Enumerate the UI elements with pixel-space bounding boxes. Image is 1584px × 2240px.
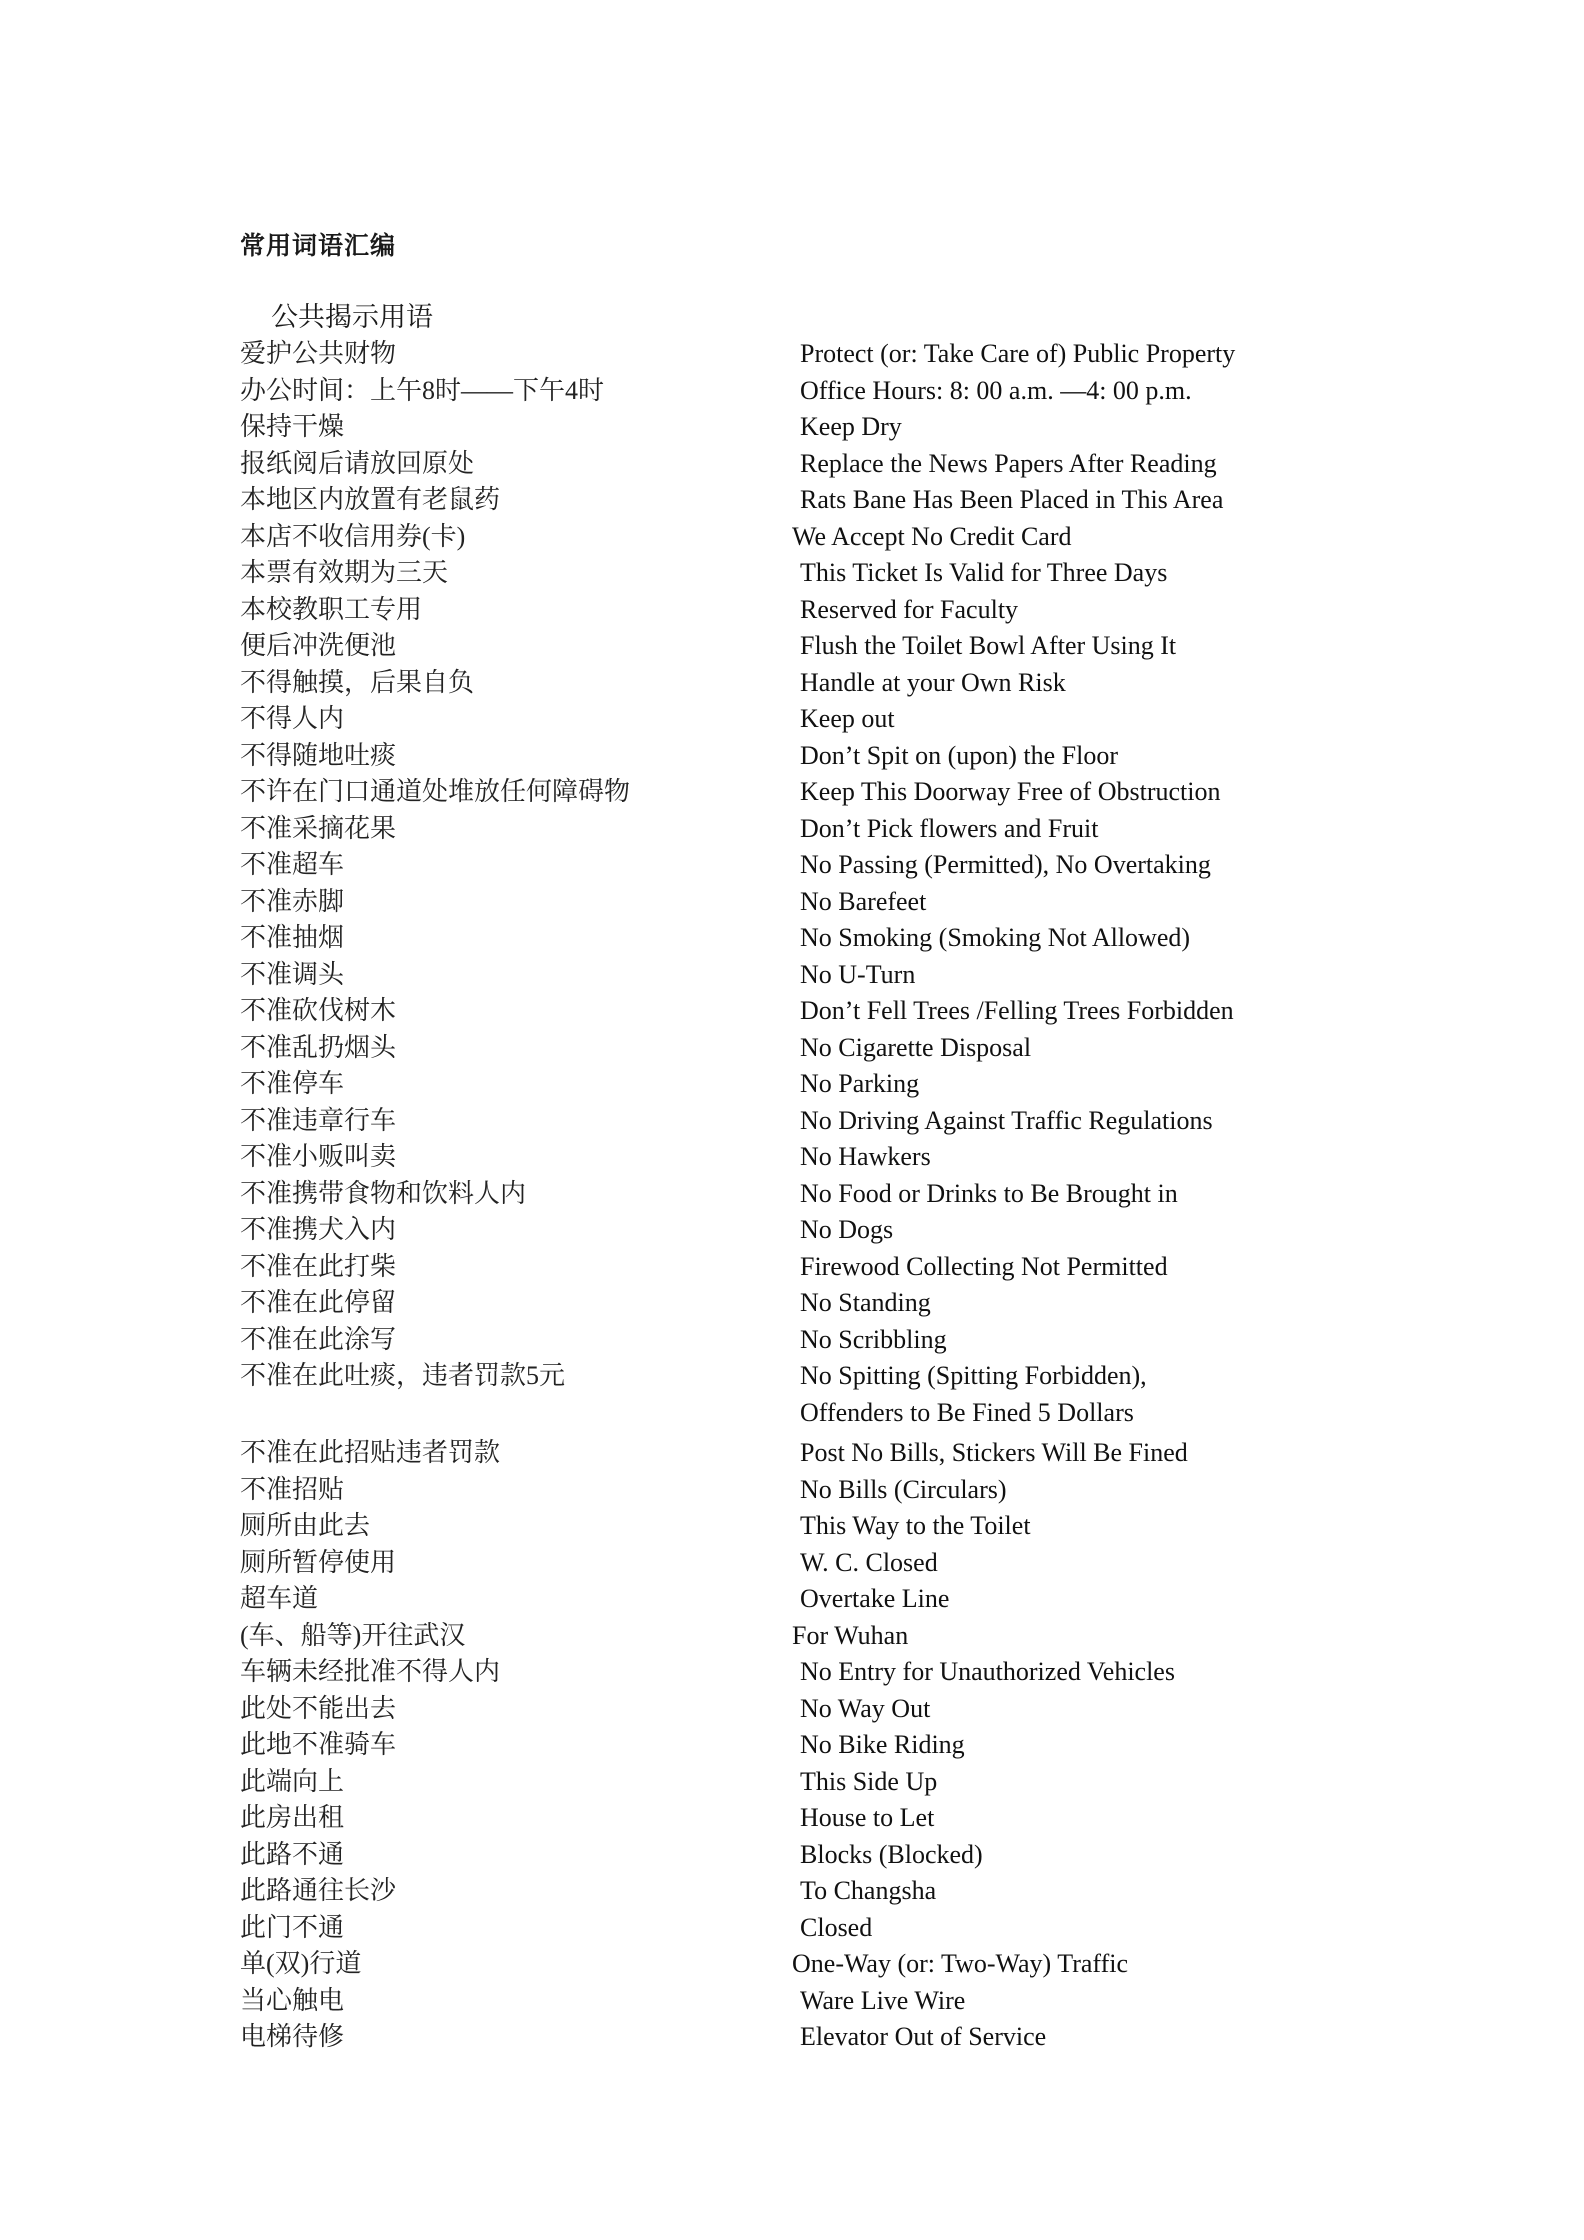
english-translation: Protect (or: Take Care of) Public Property [800, 339, 1236, 368]
chinese-phrase: 报纸阅后请放回原处 [240, 448, 475, 478]
english-translation: This Ticket Is Valid for Three Days [800, 558, 1168, 587]
phrase-row [240, 2019, 1340, 2056]
phrase-row [240, 811, 1340, 848]
phrase-row [240, 592, 1340, 629]
phrase-row [240, 1946, 1340, 1983]
english-translation: No Hawkers [800, 1142, 931, 1171]
phrase-row [240, 920, 1340, 957]
english-translation: Ware Live Wire [800, 1985, 966, 2015]
english-translation: No U-Turn [800, 959, 916, 989]
chinese-phrase: 此地不准骑车 [240, 1730, 397, 1759]
phrase-row [240, 738, 1340, 775]
english-translation: No Bike Riding [800, 1730, 965, 1759]
phrase-row [240, 1691, 1340, 1728]
english-translation: This Side Up [800, 1766, 938, 1796]
phrase-row [240, 1910, 1340, 1947]
phrase-row [240, 1212, 1340, 1249]
phrase-row [240, 373, 1340, 410]
chinese-phrase: 不准招贴 [240, 1474, 345, 1504]
english-translation: No Barefeet [800, 886, 927, 916]
chinese-phrase: 办公时间：上午8时——下午4时 [240, 375, 605, 405]
phrase-row [240, 1139, 1340, 1176]
chinese-phrase: 此门不通 [240, 1912, 345, 1942]
chinese-phrase: (车、船等)开往武汉 [240, 1620, 466, 1650]
english-translation: No Standing [800, 1288, 931, 1317]
phrase-row [240, 1654, 1340, 1691]
english-translation: For Wuhan [792, 1620, 909, 1650]
phrase-row [240, 774, 1340, 811]
phrase-row [240, 1983, 1340, 2020]
english-translation: No Passing (Permitted), No Overtaking [800, 850, 1211, 879]
phrase-row [240, 482, 1340, 519]
phrase-row [240, 519, 1340, 556]
phrase-row [240, 336, 1340, 373]
chinese-phrase: 此房出租 [240, 1803, 345, 1832]
chinese-phrase: 本票有效期为三天 [240, 558, 449, 587]
english-translation: One-Way (or: Two-Way) Traffic [792, 1949, 1129, 1978]
english-translation: Blocks (Blocked) [800, 1839, 983, 1869]
chinese-phrase: 本校教职工专用 [240, 594, 423, 624]
english-translation: This Way to the Toilet [800, 1511, 1031, 1540]
chinese-phrase: 厕所由此去 [240, 1511, 371, 1540]
document-title: 常用词语汇编 [240, 231, 397, 260]
chinese-phrase: 便后冲洗便池 [240, 631, 397, 660]
chinese-phrase: 不准乱扔烟头 [240, 1032, 397, 1062]
chinese-phrase: 不准抽烟 [240, 923, 345, 952]
chinese-phrase: 保持干燥 [240, 412, 345, 441]
english-translation: Keep Dry [800, 412, 902, 441]
chinese-phrase: 不准在此打柴 [240, 1251, 397, 1281]
phrase-row [240, 1508, 1340, 1545]
phrase-row [240, 1727, 1340, 1764]
english-translation: No Way Out [800, 1693, 931, 1723]
phrase-row [240, 1800, 1340, 1837]
english-translation: Elevator Out of Service [800, 2022, 1047, 2051]
phrase-row [240, 957, 1340, 994]
phrase-row [240, 555, 1340, 592]
english-translation: Replace the News Papers After Reading [800, 448, 1217, 478]
chinese-phrase: 不得触摸，后果自负 [240, 667, 475, 697]
english-translation: House to Let [800, 1803, 935, 1832]
chinese-phrase: 不准在此涂写 [240, 1324, 397, 1354]
english-translation: No Entry for Unauthorized Vehicles [800, 1657, 1175, 1686]
chinese-phrase: 不准携带食物和饮料人内 [240, 1178, 527, 1208]
chinese-phrase: 本地区内放置有老鼠药 [240, 485, 501, 514]
phrase-row [240, 1618, 1340, 1655]
phrase-list [240, 336, 1340, 2056]
english-translation: Don’t Pick flowers and Fruit [800, 813, 1099, 843]
chinese-phrase: 爱护公共财物 [240, 339, 397, 368]
chinese-phrase: 不准超车 [240, 850, 345, 879]
english-translation: Don’t Spit on (upon) the Floor [800, 740, 1119, 770]
phrase-row [240, 628, 1340, 665]
english-translation: Office Hours: 8: 00 a.m. —4: 00 p.m. [800, 375, 1192, 405]
english-translation: Firewood Collecting Not Permitted [800, 1251, 1168, 1281]
phrase-row [240, 1873, 1340, 1910]
english-translation: Closed [800, 1912, 873, 1942]
phrase-row [240, 884, 1340, 921]
phrase-row [240, 1103, 1340, 1140]
phrase-row [240, 1472, 1340, 1509]
phrase-row [240, 1249, 1340, 1286]
english-translation: Don’t Fell Trees /Felling Trees Forbidden [800, 996, 1234, 1025]
chinese-phrase: 不准违章行车 [240, 1105, 397, 1135]
chinese-phrase: 不准携犬入内 [240, 1215, 397, 1244]
chinese-phrase: 不准在此停留 [240, 1288, 397, 1317]
phrase-row [240, 1435, 1340, 1472]
english-translation: To Changsha [800, 1876, 937, 1905]
chinese-phrase: 此路通往长沙 [240, 1876, 397, 1905]
phrase-row [240, 446, 1340, 483]
english-translation: No Scribbling [800, 1324, 947, 1354]
english-translation: We Accept No Credit Card [792, 521, 1072, 551]
english-translation: W. C. Closed [800, 1547, 938, 1577]
english-translation: Keep out [800, 704, 895, 733]
chinese-phrase: 本店不收信用券(卡) [240, 521, 466, 551]
chinese-phrase: 车辆未经批准不得人内 [240, 1657, 501, 1686]
english-translation: No Parking [800, 1069, 920, 1098]
chinese-phrase: 不得人内 [240, 704, 345, 733]
phrase-row [240, 993, 1340, 1030]
english-translation: Rats Bane Has Been Placed in This Area [800, 485, 1224, 514]
phrase-row [240, 1358, 1340, 1431]
chinese-phrase: 不许在门口通道处堆放任何障碍物 [240, 777, 631, 806]
chinese-phrase: 厕所暂停使用 [240, 1547, 397, 1577]
phrase-row [240, 1764, 1340, 1801]
chinese-phrase: 不准在此吐痰，违者罚款5元 [240, 1361, 566, 1390]
english-translation: No Driving Against Traffic Regulations [800, 1105, 1213, 1135]
phrase-row [240, 847, 1340, 884]
phrase-row [240, 1322, 1340, 1359]
phrase-row [240, 1837, 1340, 1874]
english-translation: No Cigarette Disposal [800, 1032, 1032, 1062]
phrase-row [240, 1285, 1340, 1322]
english-translation: Overtake Line [800, 1584, 950, 1613]
english-translation: No Spitting (Spitting Forbidden), Offenders to Be Fined 5 Dollars [800, 1361, 1147, 1427]
english-translation: Post No Bills, Stickers Will Be Fined [800, 1438, 1188, 1467]
english-translation: No Dogs [800, 1215, 894, 1244]
chinese-phrase: 此处不能出去 [240, 1693, 397, 1723]
english-translation: No Food or Drinks to Be Brought in [800, 1178, 1178, 1208]
chinese-phrase: 不准赤脚 [240, 886, 345, 916]
chinese-phrase: 不准在此招贴违者罚款 [240, 1438, 501, 1467]
chinese-phrase: 不准小贩叫卖 [240, 1142, 397, 1171]
chinese-phrase: 当心触电 [240, 1985, 345, 2015]
chinese-phrase: 不准调头 [240, 959, 345, 989]
chinese-phrase: 不准砍伐树木 [240, 996, 397, 1025]
phrase-row [240, 1545, 1340, 1582]
phrase-row [240, 665, 1340, 702]
chinese-phrase: 不得随地吐痰 [240, 740, 397, 770]
phrase-row [240, 409, 1340, 446]
phrase-row [240, 1581, 1340, 1618]
chinese-phrase: 电梯待修 [240, 2022, 345, 2051]
chinese-phrase: 此路不通 [240, 1839, 345, 1869]
chinese-phrase: 不准采摘花果 [240, 813, 397, 843]
chinese-phrase: 此端向上 [240, 1766, 345, 1796]
phrase-row [240, 1030, 1340, 1067]
english-translation: Handle at your Own Risk [800, 667, 1066, 697]
section-title: 公共揭示用语 [271, 302, 433, 332]
chinese-phrase: 超车道 [240, 1584, 319, 1613]
phrase-row [240, 1176, 1340, 1213]
chinese-phrase: 不准停车 [240, 1069, 345, 1098]
chinese-phrase: 单(双)行道 [240, 1949, 362, 1978]
english-translation: Flush the Toilet Bowl After Using It [800, 631, 1177, 660]
english-translation: No Bills (Circulars) [800, 1474, 1007, 1504]
english-translation: Reserved for Faculty [800, 594, 1019, 624]
phrase-row [240, 701, 1340, 738]
phrase-row [240, 1066, 1340, 1103]
english-translation: No Smoking (Smoking Not Allowed) [800, 923, 1191, 952]
english-translation: Keep This Doorway Free of Obstruction [800, 777, 1221, 806]
